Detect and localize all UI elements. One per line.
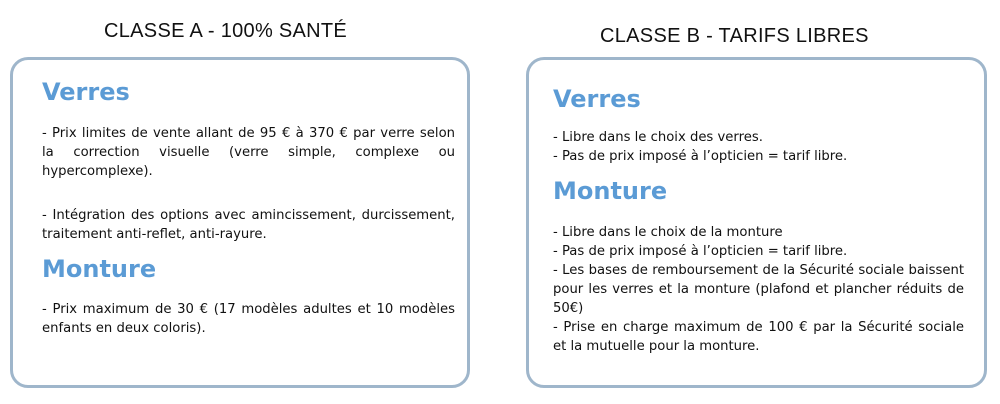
class-a-card — [10, 57, 470, 388]
class-b-title: CLASSE B - TARIFS LIBRES — [600, 25, 869, 47]
class-a-verres-options-text: - Intégration des options avec amincissement, durcissement, traitement anti-reflet, anti-rayure. — [42, 208, 455, 242]
list-item: - Libre dans le choix de la monture — [553, 225, 783, 240]
list-item: - Les bases de remboursement de la Sécurité sociale baissent pour les verres et la monture (plafond et plancher réduits de 50€) — [553, 263, 964, 316]
class-a-verres-heading: Verres — [42, 78, 130, 106]
list-item: - Libre dans le choix des verres. — [553, 130, 763, 145]
class-a-monture-price-text: - Prix maximum de 30 € (17 modèles adultes et 10 modèles enfants en deux coloris). — [42, 302, 455, 336]
class-a-monture-heading: Monture — [42, 255, 157, 283]
class-a-title: CLASSE A - 100% SANTÉ — [104, 20, 348, 42]
class-b-card — [526, 57, 987, 388]
class-b-verres-list — [553, 128, 964, 166]
list-item: - Prise en charge maximum de 100 € par la Sécurité sociale et la mutuelle pour la monture. — [553, 320, 964, 354]
class-b-verres-heading: Verres — [553, 85, 641, 113]
list-item: - Pas de prix imposé à l’opticien = tarif libre. — [553, 149, 848, 164]
list-item: - Pas de prix imposé à l’opticien = tarif libre. — [553, 244, 848, 259]
class-a-verres-price-text: - Prix limites de vente allant de 95 € à 370 € par verre selon la correction visuelle (verre simple, complexe ou hypercomplexe). — [42, 126, 455, 179]
class-b-monture-list — [553, 223, 964, 356]
class-b-monture-heading: Monture — [553, 177, 668, 205]
